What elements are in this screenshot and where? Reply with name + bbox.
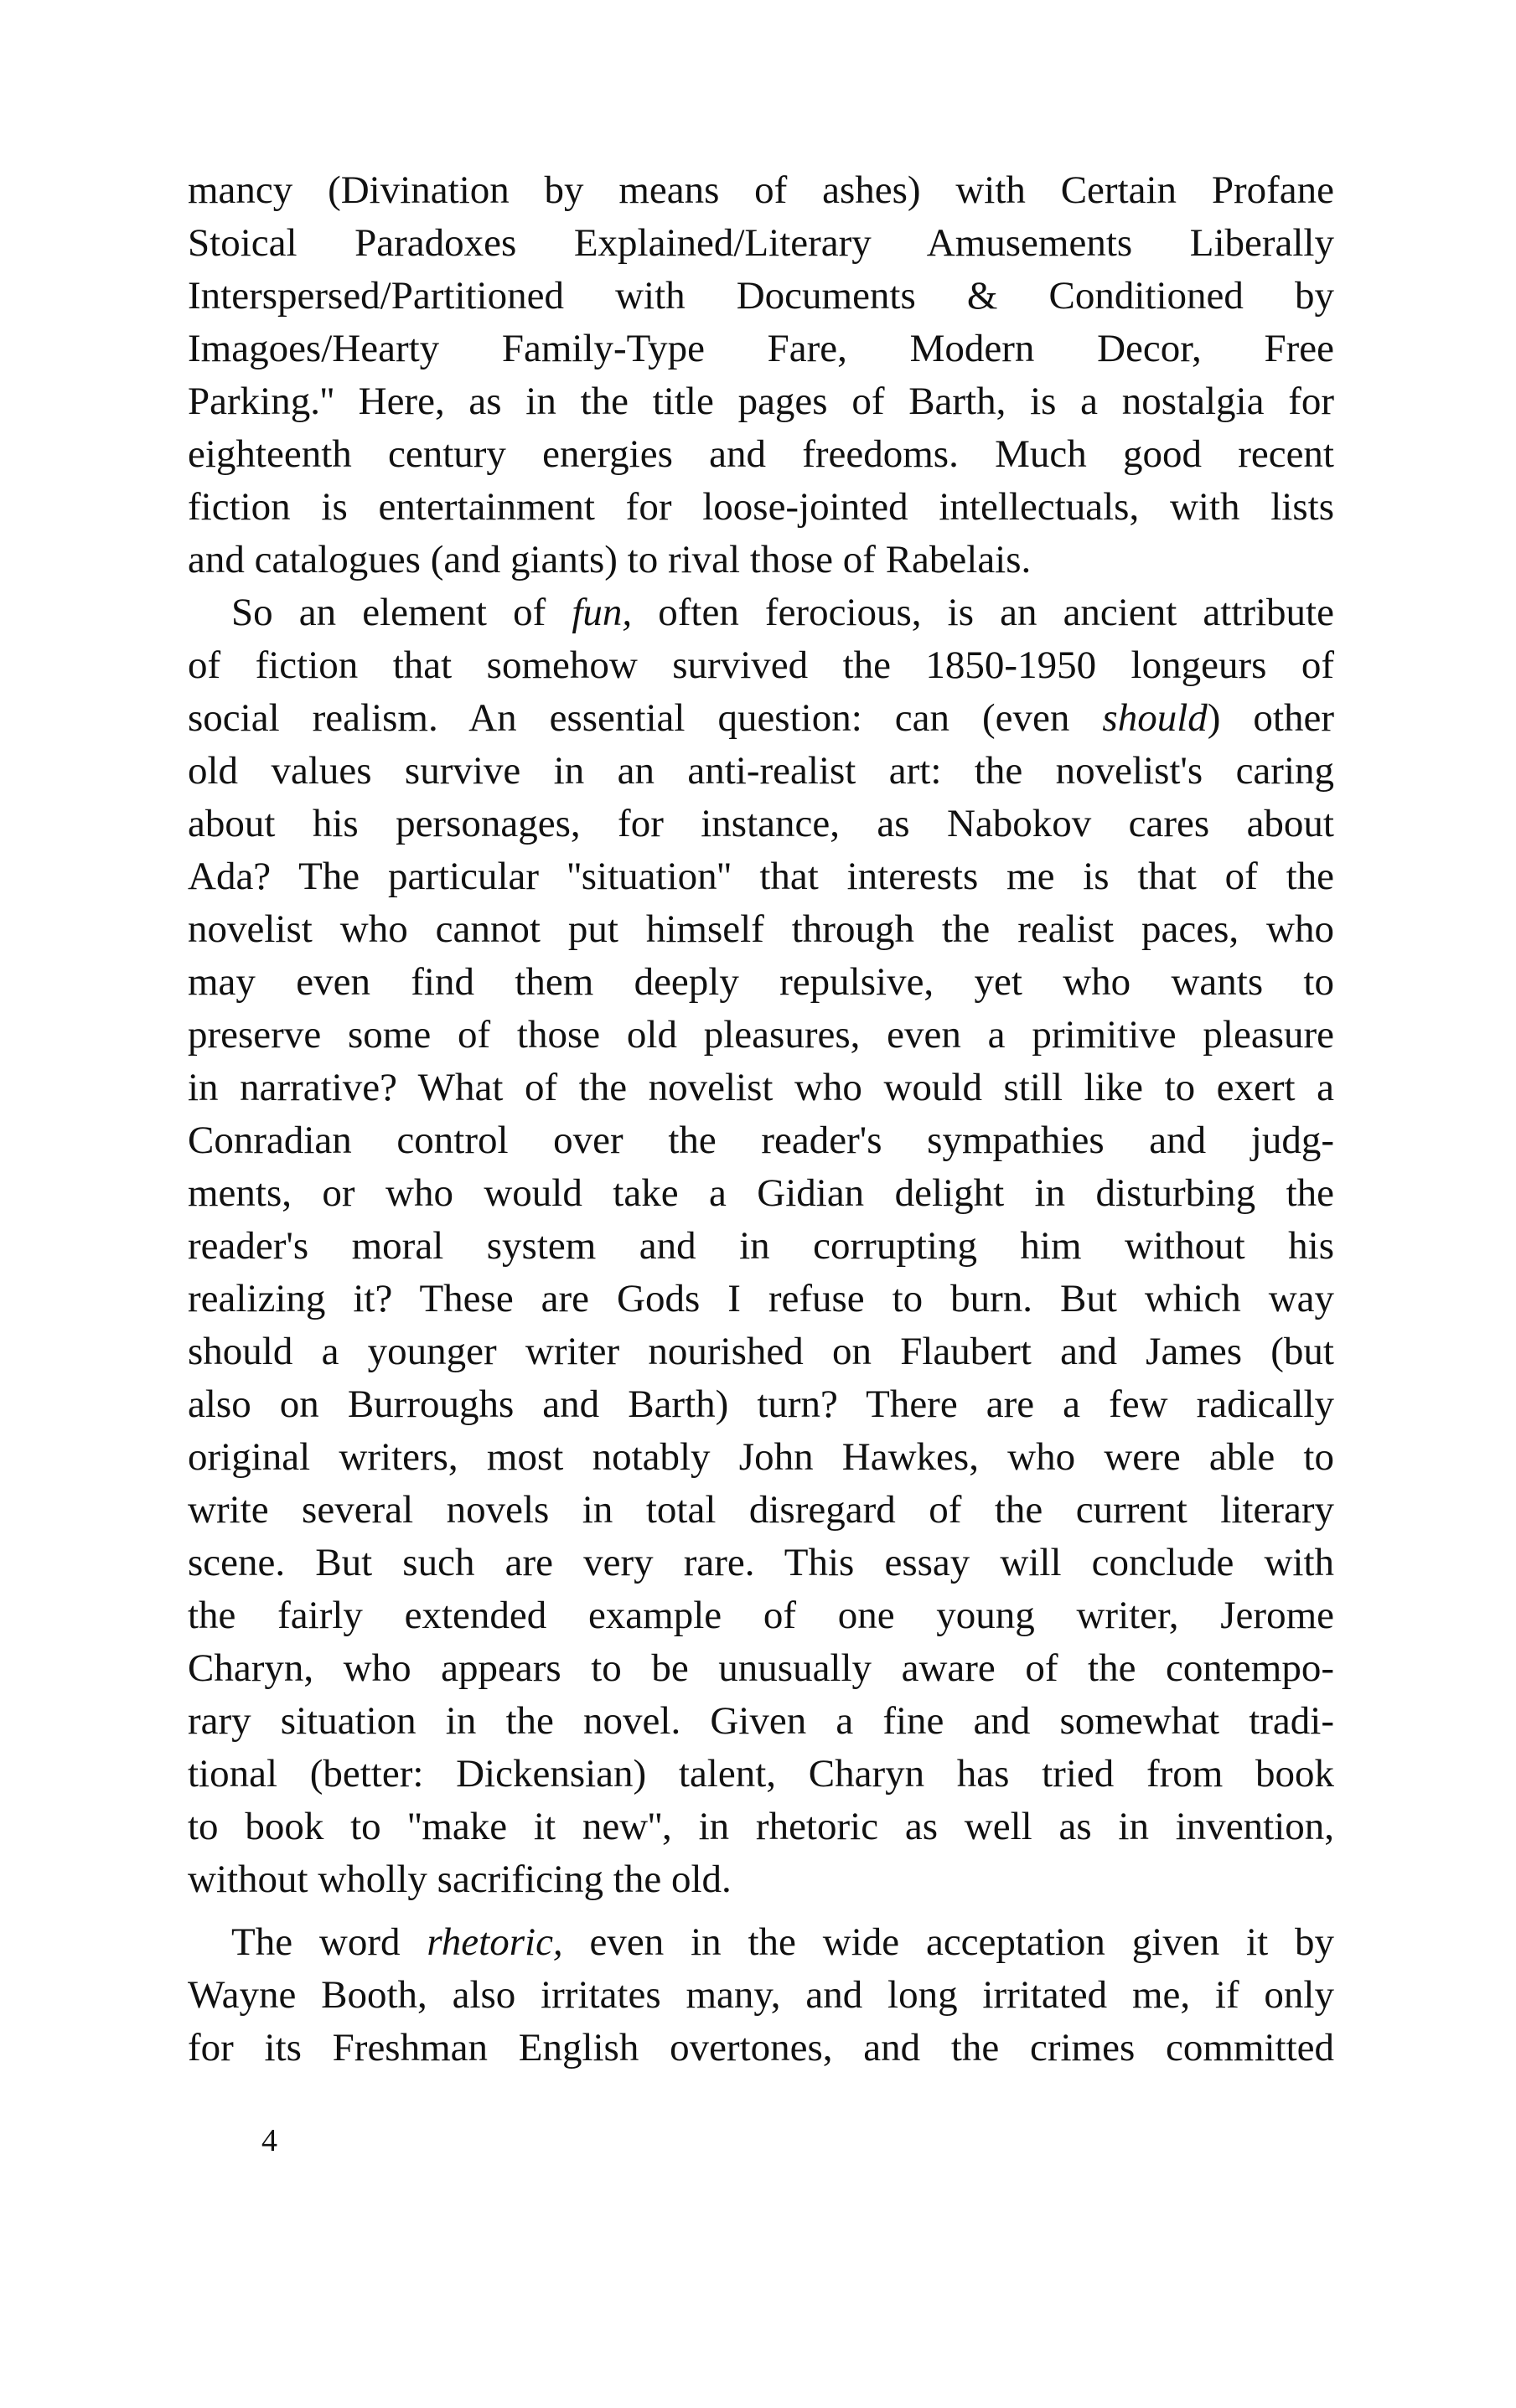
text-line: of fiction that somehow survived the 1850-1950 longeurs of [188,643,1334,687]
text-line: Stoical Paradoxes Explained/Literary Amusements Liberally [188,221,1334,265]
text-line: scene. But such are very rare. This essay will conclude with [188,1541,1334,1584]
text-line: also on Burroughs and Barth) turn? There are a few radically [188,1382,1334,1426]
page-number: 4 [261,2123,277,2158]
text-line: eighteenth century energies and freedoms. Much good recent [188,432,1334,476]
text-line: rary situation in the novel. Given a fine and somewhat tradi- [188,1699,1334,1743]
text-line: without wholly sacrificing the old. [188,1858,732,1901]
text-line: in narrative? What of the novelist who would still like to exert a [188,1066,1334,1109]
text-line: realizing it? These are Gods I refuse to burn. But which way [188,1277,1334,1320]
text-line: Wayne Booth, also irritates many, and long irritated me, if only [188,1973,1334,2017]
text-line: Charyn, who appears to be unusually aware of the contempo- [188,1646,1334,1690]
text-line: Interspersed/Partitioned with Documents & Conditioned by [188,274,1334,318]
text-line [188,586,1334,639]
text-line: to book to ''make it new'', in rhetoric as well as in invention, [188,1805,1334,1848]
text-line: for its Freshman English overtones, and the crimes committed [188,2026,1334,2070]
paragraph-3 [188,1916,1334,2075]
paragraph-2 [188,586,1334,1906]
text-line: ments, or who would take a Gidian delight in disturbing the [188,1171,1334,1215]
italic-word: fun, [572,591,633,634]
text-line: tional (better: Dickensian) talent, Charyn has tried from book [188,1752,1334,1796]
text-line: and catalogues (and giants) to rival those of Rabelais. [188,538,1032,581]
text-line: Imagoes/Hearty Family-Type Fare, Modern Decor, Free [188,327,1334,370]
text-line: Parking.'' Here, as in the title pages of Barth, is a nostalgia for [188,380,1334,423]
body-text [188,164,1334,2075]
text-segment: even in the wide acceptation given it by [562,1920,1334,1964]
text-line [188,1916,1334,1969]
italic-word: rhetoric, [427,1920,563,1964]
paragraph-1 [188,164,1334,586]
text-segment: The word [231,1920,427,1964]
text-line: fiction is entertainment for loose-jointed intellectuals, with lists [188,485,1334,529]
text-line: original writers, most notably John Hawkes, who were able to [188,1435,1334,1479]
text-line: about his personages, for instance, as Nabokov cares about [188,802,1334,845]
text-line: write several novels in total disregard of the current literary [188,1488,1334,1532]
text-line: old values survive in an anti-realist art: the novelist's caring [188,749,1334,793]
text-segment: often ferocious, is an ancient attribute [632,591,1334,634]
text-segment: So an element of [231,591,572,634]
italic-word: should [1102,696,1208,740]
text-line: mancy (Divination by means of ashes) with Certain Profane [188,168,1334,212]
text-line: Ada? The particular ''situation'' that interests me is that of the [188,855,1334,898]
text-line: novelist who cannot put himself through the realist paces, who [188,907,1334,951]
text-line: preserve some of those old pleasures, even a primitive pleasure [188,1013,1334,1057]
text-line: Conradian control over the reader's sympathies and judg- [188,1119,1334,1162]
text-segment: ) other [1207,696,1334,740]
text-line: reader's moral system and in corrupting him without his [188,1224,1334,1268]
text-line: should a younger writer nourished on Flaubert and James (but [188,1330,1334,1373]
text-segment: social realism. An essential question: can (even [188,696,1103,740]
text-line: the fairly extended example of one young writer, Jerome [188,1594,1334,1637]
paragraph-spacing [188,1906,1334,1916]
text-line: may even find them deeply repulsive, yet who wants to [188,960,1334,1004]
text-line [188,692,1334,745]
